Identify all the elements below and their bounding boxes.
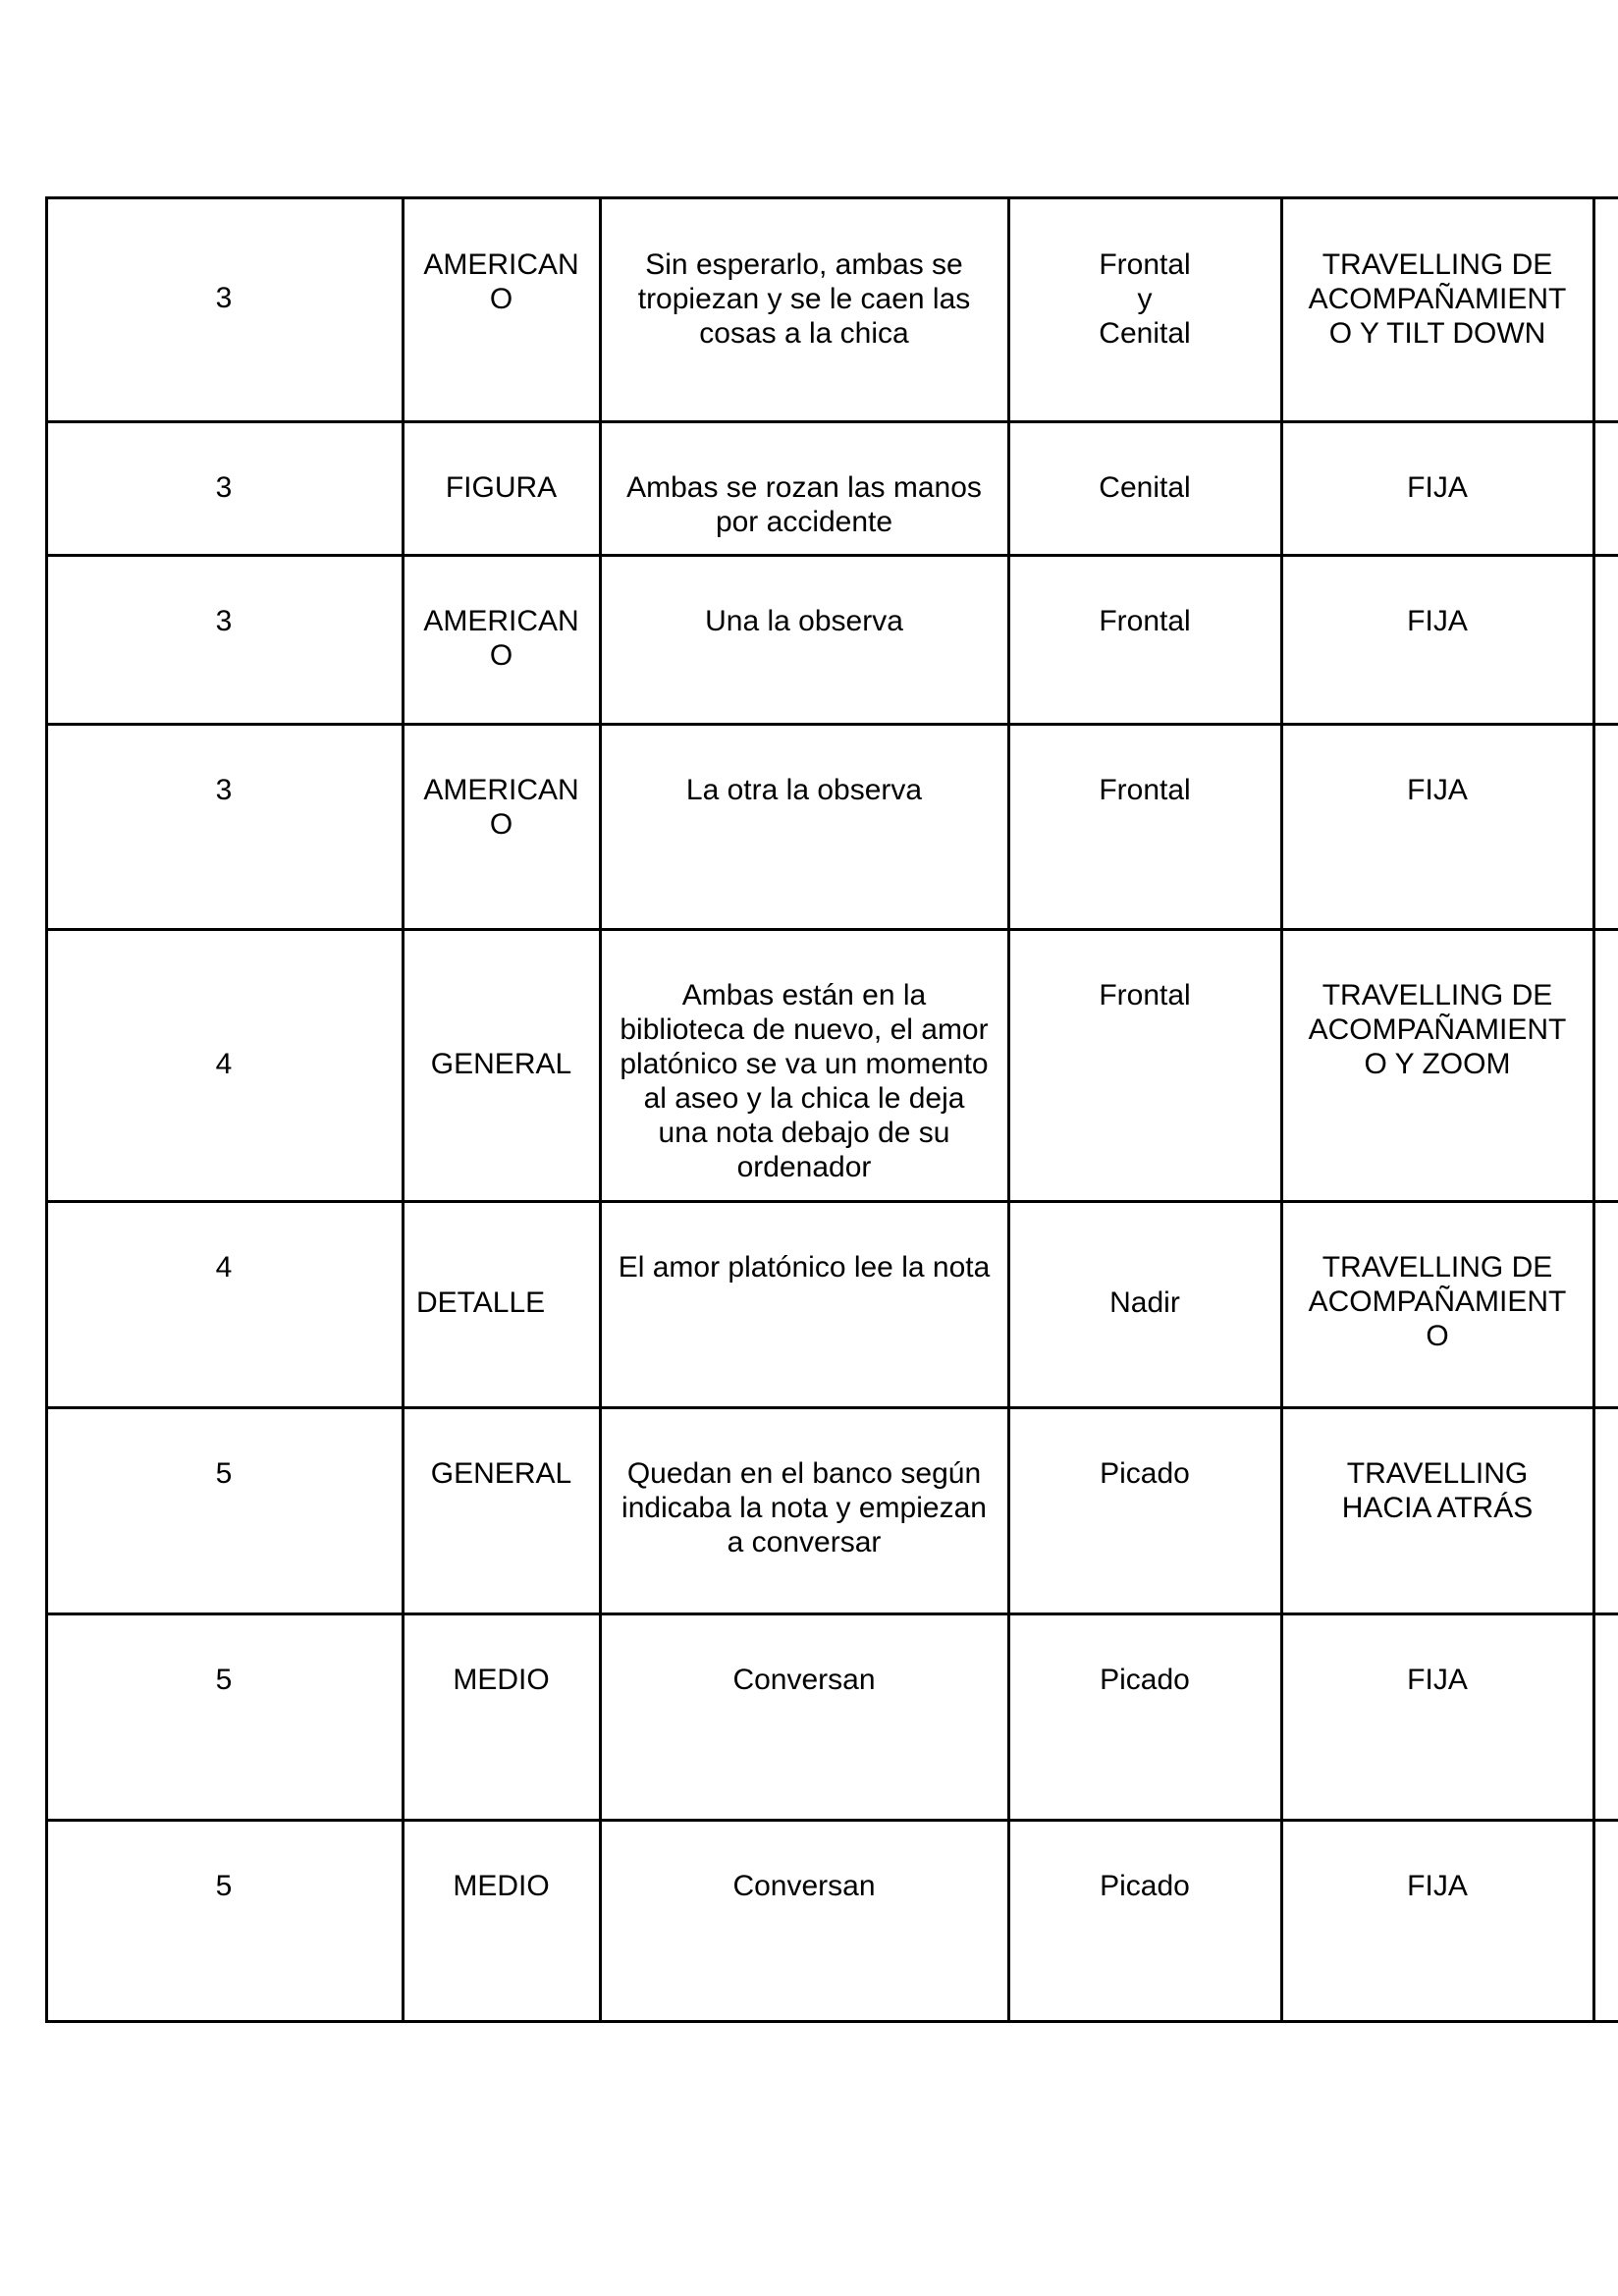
row-divider bbox=[45, 554, 1618, 557]
truncated-cell bbox=[1593, 1201, 1618, 1407]
row-divider bbox=[45, 420, 1618, 423]
table-border-top bbox=[45, 196, 1618, 199]
truncated-cell bbox=[1593, 421, 1618, 555]
camera-angle-cell: Nadir bbox=[1109, 1286, 1180, 1319]
description-cell: Ambas se rozan las manos por accidente bbox=[626, 471, 982, 538]
shot-plane-cell: GENERAL bbox=[430, 1048, 572, 1080]
camera-movement-cell: FIJA bbox=[1407, 774, 1468, 806]
scene-number-cell: 3 bbox=[215, 774, 233, 806]
row-divider bbox=[45, 1406, 1618, 1409]
row-divider bbox=[45, 928, 1618, 931]
row-divider bbox=[45, 1200, 1618, 1203]
camera-angle-cell: Picado bbox=[1100, 1870, 1190, 1902]
storyboard-table bbox=[45, 196, 1618, 2023]
description-cell: Una la observa bbox=[705, 605, 903, 637]
truncated-cell bbox=[1593, 1613, 1618, 1820]
shot-plane-cell: GENERAL bbox=[430, 1457, 572, 1490]
camera-angle-cell: Frontal y Cenital bbox=[1099, 248, 1191, 350]
row-divider bbox=[45, 1819, 1618, 1822]
truncated-cell bbox=[1593, 724, 1618, 929]
camera-angle-cell: Frontal bbox=[1099, 774, 1191, 806]
table-row bbox=[45, 1820, 1618, 2023]
description-cell: Quedan en el banco según indicaba la nota y empiezan a conversar bbox=[621, 1457, 987, 1558]
truncated-cell bbox=[1593, 196, 1618, 421]
shot-plane-cell: MEDIO bbox=[453, 1664, 550, 1696]
scene-number-cell: 4 bbox=[215, 1048, 233, 1080]
table-row bbox=[45, 929, 1618, 1201]
scene-number-cell: 3 bbox=[215, 605, 233, 637]
camera-angle-cell: Cenital bbox=[1099, 471, 1191, 504]
table-row bbox=[45, 724, 1618, 929]
table-row bbox=[45, 1613, 1618, 1820]
table-row bbox=[45, 196, 1618, 421]
column-divider bbox=[1592, 196, 1595, 2023]
camera-angle-cell: Frontal bbox=[1099, 605, 1191, 637]
table-row bbox=[45, 1407, 1618, 1613]
scene-number-cell: 5 bbox=[215, 1870, 233, 1902]
description-cell: Conversan bbox=[732, 1870, 876, 1902]
camera-movement-cell: TRAVELLING DE ACOMPAÑAMIENT O bbox=[1308, 1251, 1567, 1352]
table-border-left bbox=[45, 196, 48, 2023]
row-divider bbox=[45, 723, 1618, 726]
scene-number-cell: 5 bbox=[215, 1664, 233, 1696]
description-cell: El amor platónico lee la nota bbox=[618, 1251, 991, 1284]
scene-number-cell: 3 bbox=[215, 282, 233, 314]
scene-number-cell: 4 bbox=[215, 1251, 233, 1284]
camera-angle-cell: Frontal bbox=[1099, 979, 1191, 1011]
camera-angle-cell: Picado bbox=[1100, 1664, 1190, 1696]
shot-plane-cell: MEDIO bbox=[453, 1870, 550, 1902]
camera-movement-cell: FIJA bbox=[1407, 471, 1468, 504]
shot-plane-cell: FIGURA bbox=[445, 471, 558, 504]
shot-plane-cell: AMERICAN O bbox=[423, 605, 579, 672]
column-divider bbox=[1007, 196, 1010, 2023]
column-divider bbox=[599, 196, 602, 2023]
description-cell: Ambas están en la biblioteca de nuevo, el amor platónico se va un momento al aseo y la chica le deja una nota debajo de su ordenador bbox=[620, 979, 989, 1183]
camera-movement-cell: FIJA bbox=[1407, 1664, 1468, 1696]
description-cell: Conversan bbox=[732, 1664, 876, 1696]
table-row bbox=[45, 555, 1618, 724]
scene-number-cell: 5 bbox=[215, 1457, 233, 1490]
shot-plane-cell: AMERICAN O bbox=[423, 248, 579, 315]
truncated-cell bbox=[1593, 1820, 1618, 2023]
camera-movement-cell: FIJA bbox=[1407, 605, 1468, 637]
camera-movement-cell: TRAVELLING DE ACOMPAÑAMIENT O Y TILT DOWN bbox=[1308, 248, 1567, 350]
row-divider bbox=[45, 1613, 1618, 1615]
camera-movement-cell: FIJA bbox=[1407, 1870, 1468, 1902]
shot-plane-cell: AMERICAN O bbox=[423, 774, 579, 841]
truncated-cell bbox=[1593, 929, 1618, 1201]
table-row bbox=[45, 421, 1618, 555]
description-cell: Sin esperarlo, ambas se tropiezan y se le caen las cosas a la chica bbox=[637, 248, 971, 350]
column-divider bbox=[1280, 196, 1283, 2023]
camera-movement-cell: TRAVELLING HACIA ATRÁS bbox=[1341, 1457, 1534, 1524]
truncated-cell bbox=[1593, 1407, 1618, 1613]
column-divider bbox=[402, 196, 404, 2023]
table-row bbox=[45, 1201, 1618, 1407]
camera-angle-cell: Picado bbox=[1100, 1457, 1190, 1490]
truncated-cell bbox=[1593, 555, 1618, 724]
description-cell: La otra la observa bbox=[685, 774, 923, 806]
shot-plane-cell: DETALLE bbox=[416, 1286, 546, 1319]
table-border-bottom bbox=[45, 2020, 1618, 2023]
camera-movement-cell: TRAVELLING DE ACOMPAÑAMIENT O Y ZOOM bbox=[1308, 979, 1567, 1080]
scene-number-cell: 3 bbox=[215, 471, 233, 504]
